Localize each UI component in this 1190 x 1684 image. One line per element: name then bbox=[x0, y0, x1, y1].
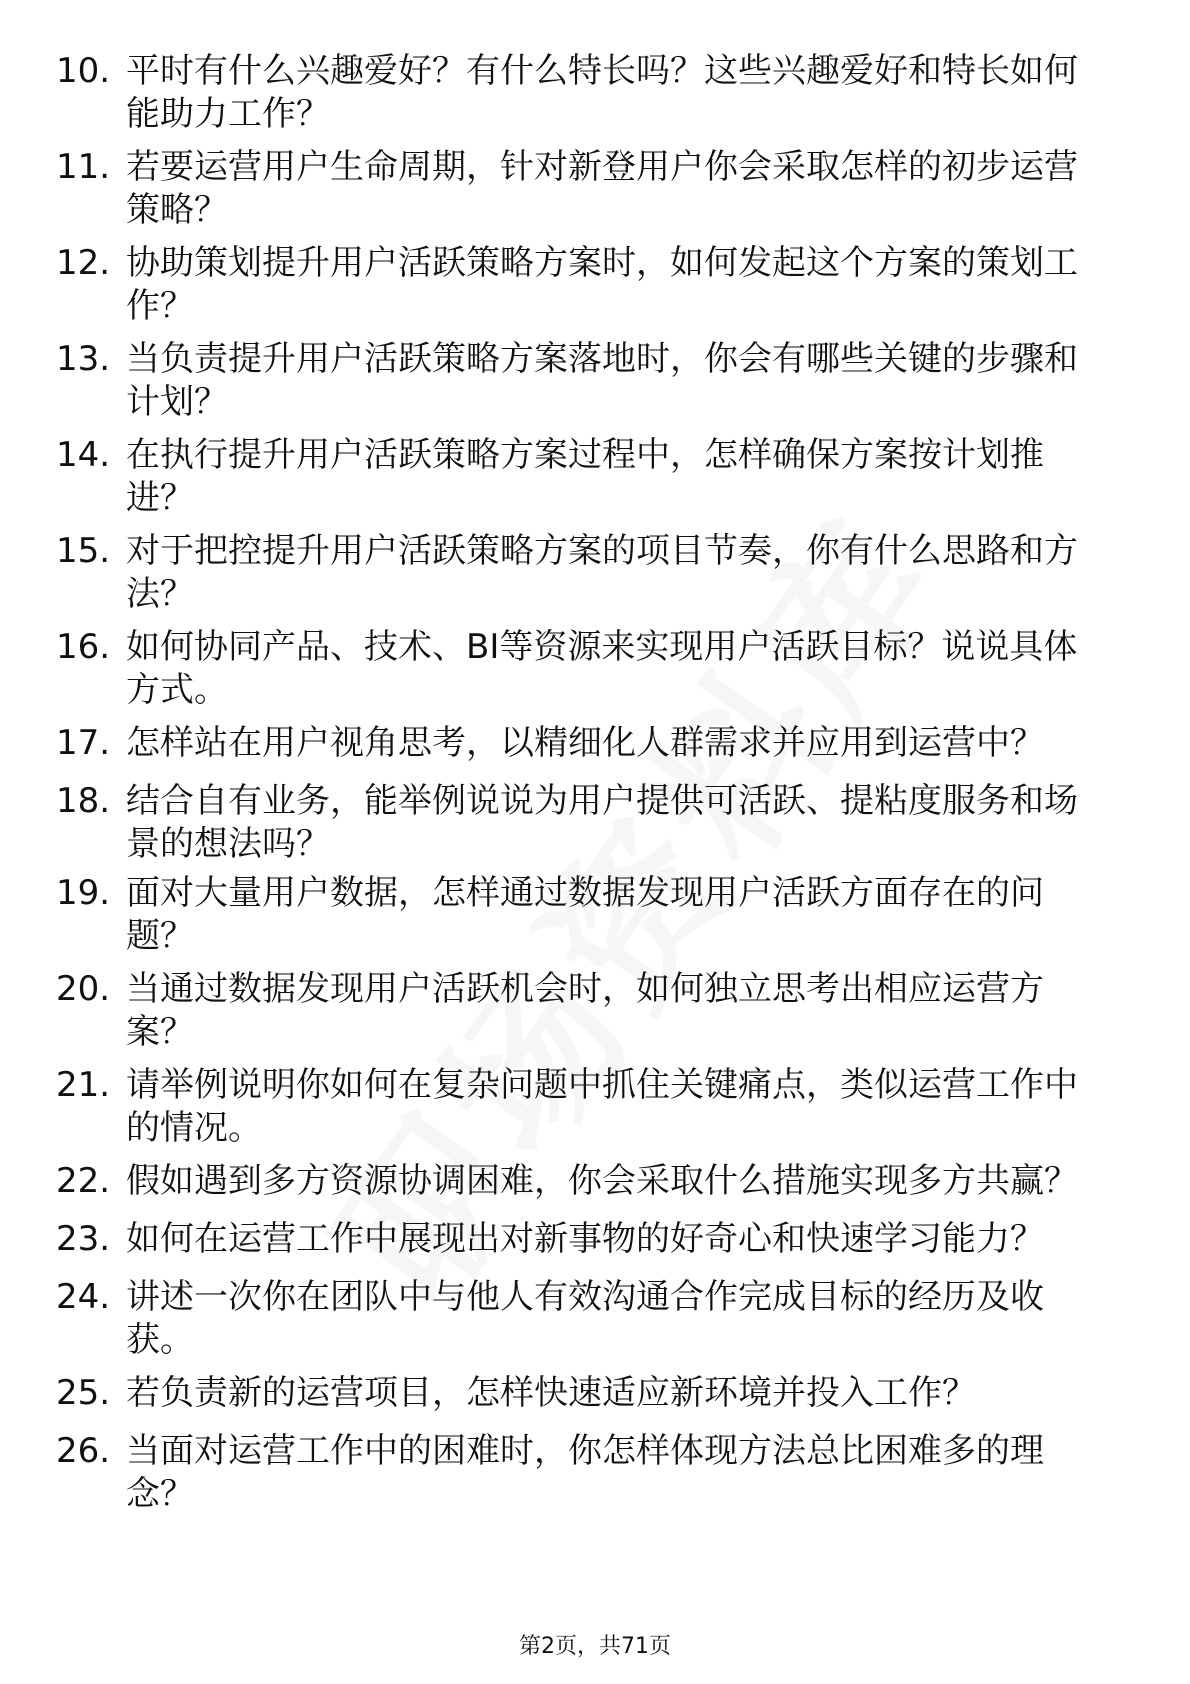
question-text: 若要运营用户生命周期，针对新登用户你会采取怎样的初步运营策略？ bbox=[126, 147, 1078, 230]
question-text: 当负责提升用户活跃策略方案落地时，你会有哪些关键的步骤和计划？ bbox=[126, 339, 1078, 422]
question-number: 15. bbox=[56, 531, 111, 571]
question-number: 20. bbox=[56, 969, 111, 1009]
question-number: 17. bbox=[56, 723, 111, 763]
question-number: 18. bbox=[56, 781, 111, 821]
question-text: 请举例说明你如何在复杂问题中抓住关键痛点，类似运营工作中的情况。 bbox=[126, 1065, 1078, 1148]
question-text: 对于把控提升用户活跃策略方案的项目节奏，你有什么思路和方法？ bbox=[126, 531, 1078, 614]
question-number: 25. bbox=[56, 1373, 111, 1413]
question-text: 如何在运营工作中展现出对新事物的好奇心和快速学习能力？ bbox=[126, 1219, 1044, 1259]
question-number: 13. bbox=[56, 339, 111, 379]
question-text: 若负责新的运营项目，怎样快速适应新环境并投入工作？ bbox=[126, 1373, 976, 1413]
question-text: 讲述一次你在团队中与他人有效沟通合作完成目标的经历及收获。 bbox=[126, 1277, 1044, 1360]
question-text: 协助策划提升用户活跃策略方案时，如何发起这个方案的策划工作？ bbox=[126, 243, 1078, 326]
question-number: 26. bbox=[56, 1431, 111, 1471]
question-text: 当通过数据发现用户活跃机会时，如何独立思考出相应运营方案？ bbox=[126, 969, 1044, 1052]
question-number: 21. bbox=[56, 1065, 111, 1105]
question-text: 当面对运营工作中的困难时，你怎样体现方法总比困难多的理念？ bbox=[126, 1431, 1044, 1514]
question-number: 19. bbox=[56, 873, 111, 913]
page-number-label: 第2页，共71页 bbox=[519, 1634, 671, 1659]
question-text: 平时有什么兴趣爱好？有什么特长吗？这些兴趣爱好和特长如何能助力工作？ bbox=[126, 51, 1078, 134]
question-text: 怎样站在用户视角思考，以精细化人群需求并应用到运营中？ bbox=[126, 723, 1044, 763]
question-number: 16. bbox=[56, 627, 111, 667]
question-number: 24. bbox=[56, 1277, 111, 1317]
question-number: 12. bbox=[56, 243, 111, 283]
question-number: 11. bbox=[56, 147, 111, 187]
question-text: 假如遇到多方资源协调困难，你会采取什么措施实现多方共赢？ bbox=[126, 1161, 1078, 1201]
page-footer bbox=[0, 1632, 1190, 1662]
question-text: 面对大量用户数据，怎样通过数据发现用户活跃方面存在的问题？ bbox=[126, 873, 1044, 956]
question-number: 23. bbox=[56, 1219, 111, 1259]
question-number: 10. bbox=[56, 51, 111, 91]
question-number: 22. bbox=[56, 1161, 111, 1201]
question-number: 14. bbox=[56, 435, 111, 475]
question-text: 在执行提升用户活跃策略方案过程中，怎样确保方案按计划推进？ bbox=[126, 435, 1044, 518]
question-text: 如何协同产品、技术、BI等资源来实现用户活跃目标？说说具体方式。 bbox=[126, 627, 1078, 710]
question-text: 结合自有业务，能举例说说为用户提供可活跃、提粘度服务和场景的想法吗？ bbox=[126, 781, 1078, 864]
